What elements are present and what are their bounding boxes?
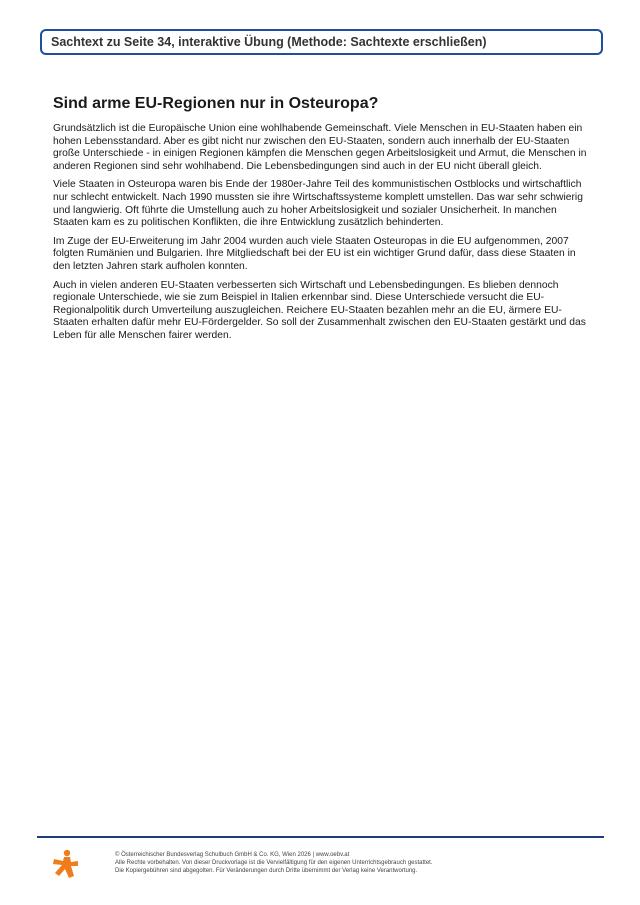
worksheet-header [40, 29, 603, 55]
article [53, 94, 593, 349]
footer-copyright [115, 851, 585, 875]
footer-line-1: © Österreichischer Bundesverlag Schulbuch GmbH & Co. KG, Wien 2026 | www.oebv.at [115, 852, 350, 858]
article-paragraph-3: Im Zuge der EU-Erweiterung im Jahr 2004 wurden auch viele Staaten Osteuropas in die EU aufgenommen, 2007 folgten Rumänien und Bulgarien. Ihre Mitgliedschaft bei der EU ist ein wichtiger Grund dafür, dass diese Staaten in den letzten Jahren stark aufholen konnten. [53, 235, 576, 272]
oebv-logo-icon [51, 849, 79, 879]
article-heading: Sind arme EU-Regionen nur in Osteuropa? [53, 95, 379, 112]
article-paragraph-4: Auch in vielen anderen EU-Staaten verbesserten sich Wirtschaft und Lebensbedingungen. Es blieben dennoch regionale Unterschiede, wie sie zum Beispiel in Italien erkennbar sind. Diese Unterschiede versucht die EU-Regionalpolitik durch Umverteilung auszugleichen. Reichere EU-Staaten bezahlen mehr an die EU, ärmere EU-Staaten erhalten dafür mehr EU-Fördergelder. So soll der Zusammenhalt zwischen den EU-Staaten gestärkt und das Leben für alle Menschen fairer werden. [53, 279, 586, 341]
footer-line-3: Die Kopiergebühren sind abgegolten. Für Veränderungen durch Dritte übernimmt der Verlag keine Verantwortung. [115, 868, 418, 874]
footer-divider [37, 836, 604, 838]
footer-line-2: Alle Rechte vorbehalten. Von dieser Druckvorlage ist die Vervielfältigung für den eigenen Unterrichtsgebrauch gestattet. [115, 860, 433, 866]
article-paragraph-2: Viele Staaten in Osteuropa waren bis Ende der 1980er-Jahre Teil des kommunistischen Ostblocks und wirtschaftlich nur schlecht entwickelt. Nach 1990 mussten sie ihre Wirtschaftssysteme komplett umstellen. Das war sehr schwierig und langwierig. Oft führte die Umstellung auch zu hoher Arbeitslosigkeit und sozialer Unsicherheit. In manchen Staaten kam es zu politischen Konflikten, die ihre Entwicklung zusätzlich behinderten. [53, 179, 583, 229]
header-title: Sachtext zu Seite 34, interaktive Übung (Methode: Sachtexte erschließen) [51, 35, 487, 49]
article-paragraph-1: Grundsätzlich ist die Europäische Union eine wohlhabende Gemeinschaft. Viele Menschen in EU-Staaten haben ein hohen Lebensstandard. Aber es gibt nicht nur zwischen den EU-Staaten, sondern auch innerhalb der EU-Staaten große Unterschiede - in einigen Regionen kämpfen die Menschen gegen Arbeitslosigkeit und Armut, die Menschen in anderen Regionen sind sehr wohlhabend. Die Lebensbedingungen sind auch in der EU nicht überall gleich. [53, 123, 587, 172]
